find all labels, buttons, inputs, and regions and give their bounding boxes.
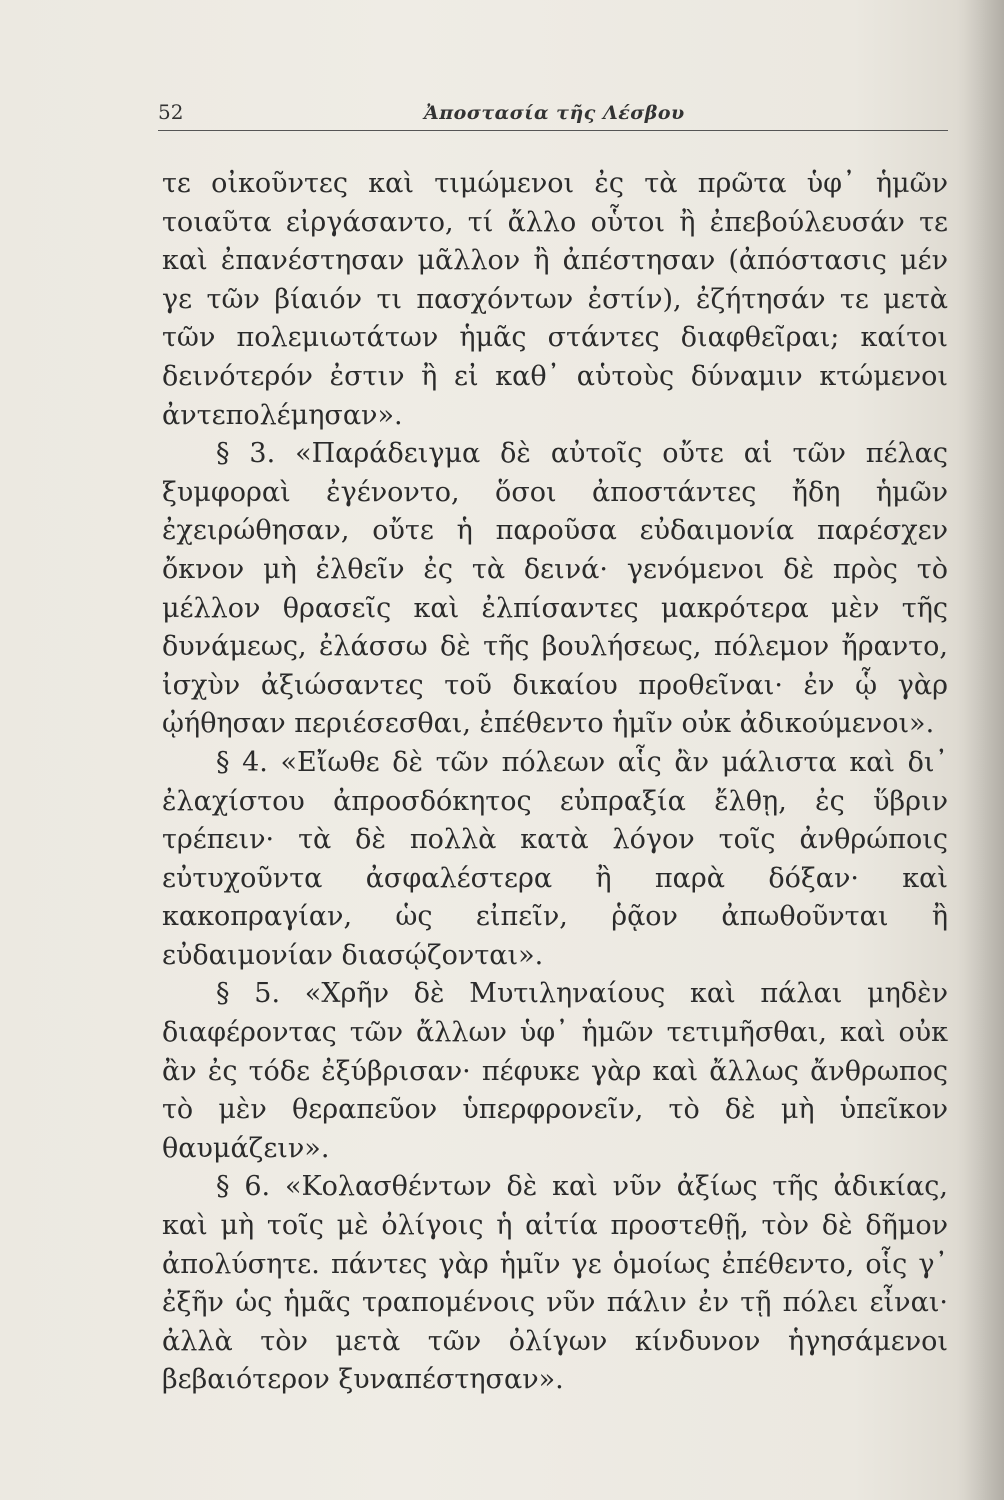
- paragraph-continuation: τε οἰκοῦντες καὶ τιμώμενοι ἐς τὰ πρῶτα ὑφ᾽ ἡμῶν τοιαῦτα εἰργάσαντο, τί ἄλλο οὗτοι ἢ ἐπεβούλευσάν τε καὶ ἐπανέστησαν μᾶλλον ἢ ἀπέστησαν (ἀπόστασις μέν γε τῶν βίαιόν τι πασχόντων ἐστίν), ἐζήτησάν τε μετὰ τῶν πολεμιωτάτων ἡμᾶς στάντες διαφθεῖραι; καίτοι δεινότερόν ἐστιν ἢ εἰ καθ᾽ αὑτοὺς δύναμιν κτώμενοι ἀντεπολέμησαν».: [162, 168, 948, 431]
- page-number: 52: [158, 100, 184, 124]
- paragraph-section-4: § 4. «Εἴωθε δὲ τῶν πόλεων αἷς ἂν μάλιστα καὶ δι᾽ ἐλαχίστου ἀπροσδόκητος εὐπραξία ἔλθῃ, ἐς ὕβριν τρέπειν· τὰ δὲ πολλὰ κατὰ λόγον τοῖς ἀνθρώποις εὐτυχοῦντα ἀσφαλέστερα ἢ παρὰ δόξαν· καὶ κακοπραγίαν, ὡς εἰπεῖν, ῥᾷον ἀπωθοῦνται ἢ εὐδαιμονίαν διασῴζονται».: [162, 746, 948, 971]
- body-text: [162, 165, 948, 1400]
- page-header: [158, 100, 948, 132]
- header-rule: [158, 130, 948, 131]
- paragraph-section-3: § 3. «Παράδειγμα δὲ αὐτοῖς οὔτε αἱ τῶν πέλας ξυμφοραὶ ἐγένοντο, ὅσοι ἀποστάντες ἤδη ἡμῶν ἐχειρώθησαν, οὔτε ἡ παροῦσα εὐδαιμονία παρέσχεν ὄκνον μὴ ἐλθεῖν ἐς τὰ δεινά· γενόμενοι δὲ πρὸς τὸ μέλλον θρασεῖς καὶ ἐλπίσαντες μακρότερα μὲν τῆς δυνάμεως, ἐλάσσω δὲ τῆς βουλήσεως, πόλεμον ἤραντο, ἰσχὺν ἀξιώσαντες τοῦ δικαίου προθεῖναι· ἐν ᾧ γὰρ ᾠήθησαν περιέσεσθαι, ἐπέθεντο ἡμῖν οὐκ ἀδικούμενοι».: [162, 438, 948, 740]
- paragraph-section-6: § 6. «Κολασθέντων δὲ καὶ νῦν ἀξίως τῆς ἀδικίας, καὶ μὴ τοῖς μὲ ὀλίγοις ἡ αἰτία προστεθῇ, τὸν δὲ δῆμον ἀπολύσητε. πάντες γὰρ ἡμῖν γε ὁμοίως ἐπέθεντο, οἷς γ᾽ ἐξῆν ὡς ἡμᾶς τραπομένοις νῦν πάλιν ἐν τῇ πόλει εἶναι· ἀλλὰ τὸν μετὰ τῶν ὀλίγων κίνδυνον ἡγησάμενοι βεβαιότερον ξυναπέστησαν».: [162, 1171, 948, 1396]
- paragraph-section-5: § 5. «Χρῆν δὲ Μυτιληναίους καὶ πάλαι μηδὲν διαφέροντας τῶν ἄλλων ὑφ᾽ ἡμῶν τετιμῆσθαι, καὶ οὐκ ἂν ἐς τόδε ἐξύβρισαν· πέφυκε γὰρ καὶ ἄλλως ἄνθρωπος τὸ μὲν θεραπεῦον ὑπερφρονεῖν, τὸ δὲ μὴ ὑπεῖκον θαυμάζειν».: [162, 978, 948, 1164]
- page-gutter-shadow: [956, 0, 1004, 1500]
- running-title: Ἀποστασία τῆς Λέσβου: [424, 102, 685, 124]
